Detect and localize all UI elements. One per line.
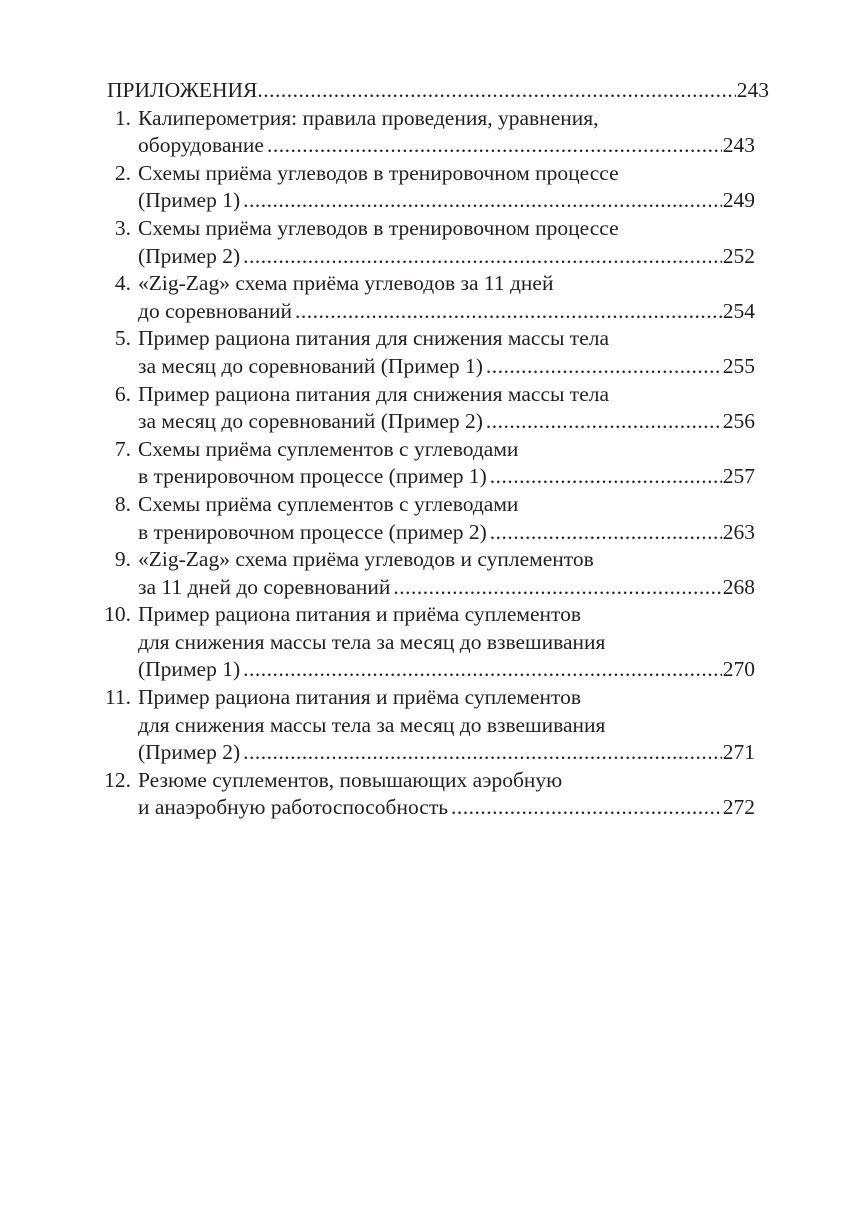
- leader-dots: [257, 77, 735, 105]
- toc-entry: [93, 325, 755, 380]
- toc-entry-number: 9.: [114, 547, 131, 572]
- leader-dots: [243, 187, 722, 215]
- toc-entry-number: 11.: [104, 685, 131, 710]
- toc-entry-number: 8.: [114, 491, 131, 516]
- toc-entry-text: за месяц до соревнований (Пример 1): [138, 353, 483, 378]
- toc-entry-text: Резюме суплементов, повышающих аэробную: [138, 767, 563, 792]
- toc-entry-page: 270: [722, 657, 755, 682]
- leader-dots: [243, 656, 722, 684]
- toc-entry: [93, 546, 755, 601]
- toc-entry: [93, 601, 755, 684]
- leader-dots: [486, 353, 722, 381]
- toc-entry-text: (Пример 1): [138, 657, 241, 682]
- leader-dots: [393, 574, 721, 602]
- toc-entry-number: 3.: [114, 215, 131, 240]
- toc-entry-number: 6.: [114, 381, 131, 406]
- toc-entry-number: 10.: [104, 602, 131, 627]
- toc-entry-text: оборудование: [138, 133, 264, 158]
- toc-entry-page: 243: [722, 133, 755, 158]
- toc-entry-page: 263: [722, 519, 755, 544]
- toc-heading: [93, 77, 769, 105]
- toc-entry: [93, 215, 755, 270]
- toc-heading-title: ПРИЛОЖЕНИЯ: [107, 78, 258, 102]
- toc-entry-text: Схемы приёма суплементов с углеводами: [138, 436, 519, 461]
- toc-entry-page: 255: [722, 353, 755, 378]
- toc-entry-text: (Пример 2): [138, 243, 241, 268]
- toc-entry-text: (Пример 1): [138, 188, 241, 213]
- toc-entry-text: в тренировочном процессе (пример 1): [138, 464, 487, 489]
- toc-entry: [93, 160, 755, 215]
- toc-entry-page: 256: [722, 409, 755, 434]
- toc-entry-number: 1.: [114, 105, 131, 130]
- toc-entry-text: Пример рациона питания для снижения массы тела: [138, 326, 610, 351]
- toc-entry-page: 249: [722, 188, 755, 213]
- toc-entry-number: 12.: [104, 767, 131, 792]
- toc-entry-page: 271: [722, 740, 755, 765]
- toc-entry-text: «Zig-Zag» схема приёма углеводов за 11 дней: [138, 271, 554, 296]
- toc-entry-text: Пример рациона питания для снижения массы тела: [138, 381, 610, 406]
- toc-entry-text: и анаэробную работоспособность: [138, 795, 449, 820]
- toc-entry: [93, 684, 755, 767]
- toc-entry: [93, 491, 755, 546]
- leader-dots: [243, 739, 722, 767]
- table-of-contents: [93, 77, 769, 822]
- leader-dots: [490, 519, 722, 547]
- toc-entry-text: за 11 дней до соревнований: [138, 574, 391, 599]
- toc-entry-page: 268: [722, 574, 755, 599]
- toc-entry-text: Схемы приёма углеводов в тренировочном процессе: [138, 215, 619, 240]
- toc-entry-text: для снижения массы тела за месяц до взвешивания: [138, 629, 606, 654]
- toc-entry-text: Схемы приёма углеводов в тренировочном процессе: [138, 160, 619, 185]
- toc-entry-text: за месяц до соревнований (Пример 2): [138, 409, 483, 434]
- toc-entry: [93, 105, 755, 160]
- toc-entry: [93, 767, 755, 822]
- toc-entry-text: для снижения массы тела за месяц до взвешивания: [138, 712, 606, 737]
- toc-entry-text: Калиперометрия: правила проведения, уравнения,: [138, 105, 599, 130]
- toc-entry-text: (Пример 2): [138, 740, 241, 765]
- toc-entry-page: 254: [722, 298, 755, 323]
- toc-entry-number: 5.: [114, 326, 131, 351]
- toc-entry: [93, 381, 755, 436]
- toc-entry-number: 4.: [114, 271, 131, 296]
- leader-dots: [486, 408, 722, 436]
- toc-entry-number: 2.: [114, 160, 131, 185]
- toc-entry-number: 7.: [114, 436, 131, 461]
- toc-heading-page: 243: [736, 78, 769, 102]
- leader-dots: [243, 243, 722, 271]
- toc-entry-page: 257: [722, 464, 755, 489]
- toc-entry-page: 272: [722, 795, 755, 820]
- toc-entry: [93, 270, 755, 325]
- leader-dots: [451, 794, 722, 822]
- toc-entry-text: Схемы приёма суплементов с углеводами: [138, 491, 519, 516]
- toc-entry-text: до соревнований: [138, 298, 292, 323]
- leader-dots: [490, 463, 722, 491]
- toc-entry-text: Пример рациона питания и приёма суплементов: [138, 685, 582, 710]
- toc-entry-text: «Zig-Zag» схема приёма углеводов и суплементов: [138, 547, 594, 572]
- toc-entry-text: Пример рациона питания и приёма суплементов: [138, 602, 582, 627]
- toc-entry: [93, 436, 755, 491]
- toc-entry-text: в тренировочном процессе (пример 2): [138, 519, 487, 544]
- leader-dots: [267, 132, 722, 160]
- leader-dots: [295, 298, 722, 326]
- toc-entry-page: 252: [722, 243, 755, 268]
